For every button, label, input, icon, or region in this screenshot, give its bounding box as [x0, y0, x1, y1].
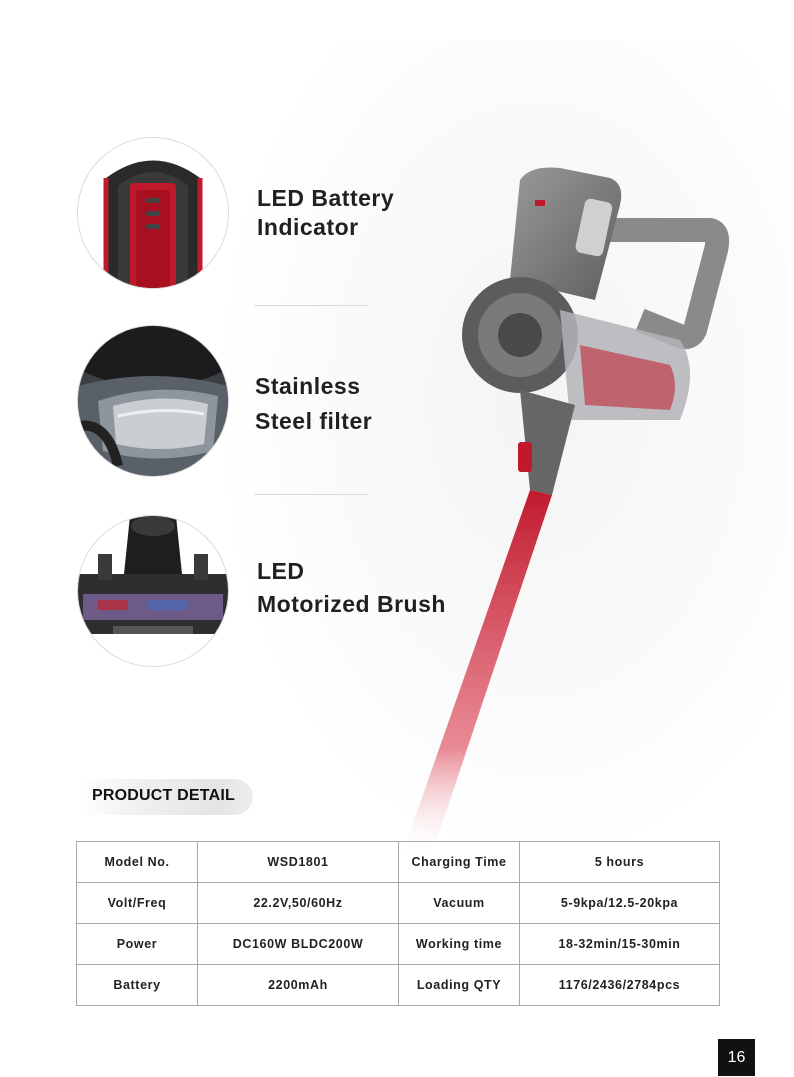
spec-value: 2200mAh — [198, 965, 399, 1006]
feature-steel-filter — [255, 369, 372, 439]
spec-label: Loading QTY — [399, 965, 520, 1006]
spec-label: Charging Time — [399, 842, 520, 883]
table-row — [77, 842, 720, 883]
spec-label: Battery — [77, 965, 198, 1006]
spec-value: WSD1801 — [198, 842, 399, 883]
spec-table — [76, 841, 720, 1006]
feature-line2: Indicator — [257, 214, 359, 240]
feature-line2: Steel filter — [255, 408, 373, 434]
table-row — [77, 924, 720, 965]
page-number: 16 — [718, 1039, 755, 1076]
spec-value: 5-9kpa/12.5-20kpa — [520, 883, 720, 924]
feature-line2: Motorized Brush — [257, 591, 446, 617]
spec-value: 1176/2436/2784pcs — [520, 965, 720, 1006]
table-row — [77, 965, 720, 1006]
spec-label: Model No. — [77, 842, 198, 883]
steel-filter-photo — [77, 325, 229, 477]
feature-line1: LED — [257, 558, 305, 584]
spec-value: 18-32min/15-30min — [520, 924, 720, 965]
feature-line1: Stainless — [255, 373, 361, 399]
divider — [254, 494, 369, 495]
table-row — [77, 883, 720, 924]
battery-indicator-photo — [77, 137, 229, 289]
section-title: PRODUCT DETAIL — [92, 787, 235, 804]
divider — [254, 305, 369, 306]
spec-value: DC160W BLDC200W — [198, 924, 399, 965]
spec-label: Volt/Freq — [77, 883, 198, 924]
spec-value: 5 hours — [520, 842, 720, 883]
spec-value: 22.2V,50/60Hz — [198, 883, 399, 924]
vacuum-product-image — [380, 160, 740, 860]
spec-label: Vacuum — [399, 883, 520, 924]
feature-battery-indicator — [257, 184, 394, 242]
spec-label: Power — [77, 924, 198, 965]
motorized-brush-photo — [77, 515, 229, 667]
spec-label: Working time — [399, 924, 520, 965]
feature-line1: LED Battery — [257, 185, 395, 211]
